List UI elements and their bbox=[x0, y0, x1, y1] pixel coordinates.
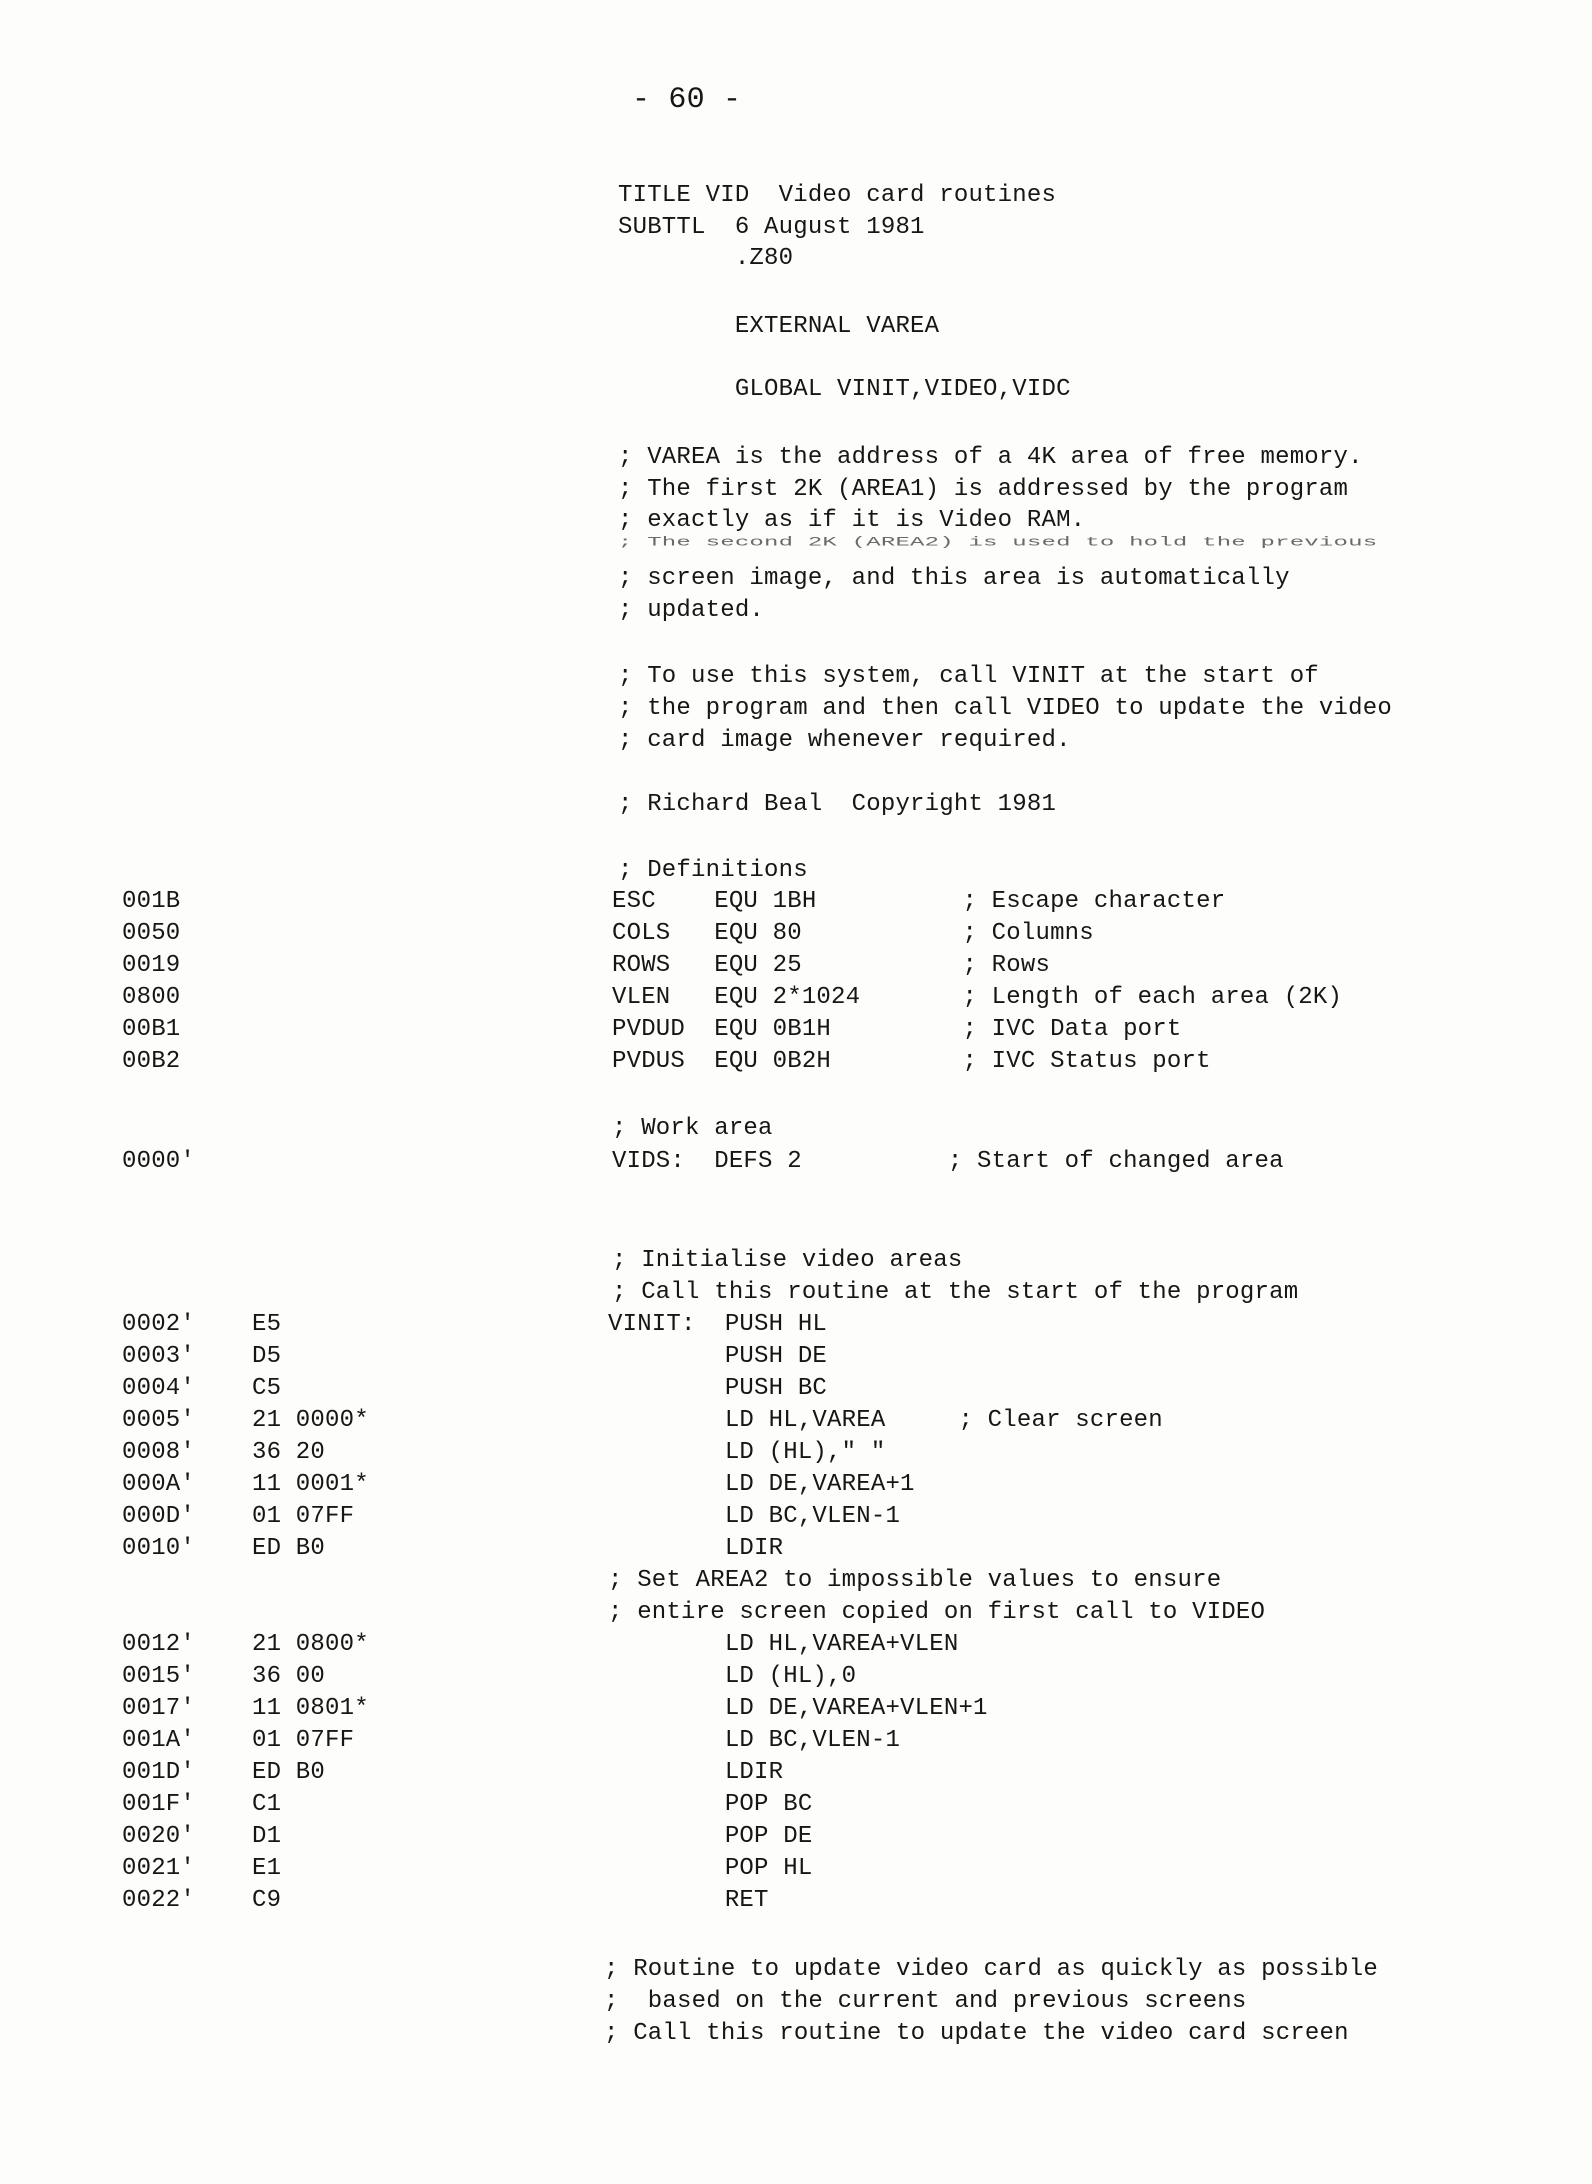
listing-code: VINIT: PUSH HL bbox=[608, 1311, 828, 1338]
listing-code: LDIR bbox=[608, 1535, 784, 1562]
listing-code: LDIR bbox=[608, 1759, 784, 1786]
listing-address: 001B bbox=[122, 888, 181, 915]
listing-hex: D1 bbox=[252, 1823, 282, 1850]
external-directive: EXTERNAL VAREA bbox=[618, 313, 940, 340]
listing-hex: C5 bbox=[252, 1375, 282, 1402]
comment-line: ; The first 2K (AREA1) is addressed by the program bbox=[618, 476, 1349, 503]
listing-code: LD DE,VAREA+VLEN+1 bbox=[608, 1695, 988, 1722]
comment-line: ; the program and then call VIDEO to update the video bbox=[618, 695, 1392, 722]
comment-line: ; Routine to update video card as quickly as possible bbox=[604, 1956, 1378, 1983]
listing-address: 000A' bbox=[122, 1471, 196, 1498]
listing-hex: E5 bbox=[252, 1311, 282, 1338]
listing-hex: ED B0 bbox=[252, 1759, 326, 1786]
listing-address: 0003' bbox=[122, 1343, 196, 1370]
listing-address: 0008' bbox=[122, 1439, 196, 1466]
listing-address: 00B1 bbox=[122, 1016, 181, 1043]
listing-hex: 01 07FF bbox=[252, 1503, 355, 1530]
comment-line: ; screen image, and this area is automatically bbox=[618, 565, 1290, 592]
listing-address: 001D' bbox=[122, 1759, 196, 1786]
listing-address: 0012' bbox=[122, 1631, 196, 1658]
listing-hex: D5 bbox=[252, 1343, 282, 1370]
listing-code: ROWS EQU 25 ; Rows bbox=[612, 952, 1051, 979]
definitions-heading: ; Definitions bbox=[618, 857, 808, 884]
subttl-directive: SUBTTL 6 August 1981 bbox=[618, 214, 925, 241]
listing-address: 0002' bbox=[122, 1311, 196, 1338]
listing-code: LD BC,VLEN-1 bbox=[608, 1503, 901, 1530]
listing-address: 001F' bbox=[122, 1791, 196, 1818]
global-directive: GLOBAL VINIT,VIDEO,VIDC bbox=[618, 376, 1071, 403]
listing-hex: 21 0000* bbox=[252, 1407, 369, 1434]
listing-code: VIDS: DEFS 2 ; Start of changed area bbox=[612, 1148, 1284, 1175]
work-area-heading: ; Work area bbox=[612, 1115, 773, 1142]
comment-line: ; entire screen copied on first call to VIDEO bbox=[608, 1599, 1266, 1626]
listing-address: 0022' bbox=[122, 1887, 196, 1914]
title-directive: TITLE VID Video card routines bbox=[618, 182, 1057, 209]
listing-hex: C1 bbox=[252, 1791, 282, 1818]
listing-code: LD (HL)," " bbox=[608, 1439, 886, 1466]
listing-address: 000D' bbox=[122, 1503, 196, 1530]
copyright-comment: ; Richard Beal Copyright 1981 bbox=[618, 791, 1057, 818]
listing-hex: 11 0001* bbox=[252, 1471, 369, 1498]
comment-line: ; card image whenever required. bbox=[618, 727, 1071, 754]
listing-address: 0000' bbox=[122, 1148, 196, 1175]
listing-code: LD HL,VAREA ; Clear screen bbox=[608, 1407, 1163, 1434]
listing-hex: ED B0 bbox=[252, 1535, 326, 1562]
comment-line: ; Set AREA2 to impossible values to ensure bbox=[608, 1567, 1222, 1594]
listing-address: 001A' bbox=[122, 1727, 196, 1754]
listing-address: 0021' bbox=[122, 1855, 196, 1882]
listing-hex: 11 0801* bbox=[252, 1695, 369, 1722]
listing-code: ESC EQU 1BH ; Escape character bbox=[612, 888, 1226, 915]
comment-line: ; Call this routine at the start of the program bbox=[612, 1279, 1299, 1306]
listing-code: LD HL,VAREA+VLEN bbox=[608, 1631, 959, 1658]
listing-address: 0020' bbox=[122, 1823, 196, 1850]
comment-line: ; VAREA is the address of a 4K area of free memory. bbox=[618, 444, 1363, 471]
listing-address: 00B2 bbox=[122, 1048, 181, 1075]
listing-code: POP HL bbox=[608, 1855, 813, 1882]
listing-hex: 21 0800* bbox=[252, 1631, 369, 1658]
listing-hex: C9 bbox=[252, 1887, 282, 1914]
listing-hex: 36 00 bbox=[252, 1663, 326, 1690]
listing-hex: 36 20 bbox=[252, 1439, 326, 1466]
listing-code: PUSH DE bbox=[608, 1343, 828, 1370]
listing-address: 0005' bbox=[122, 1407, 196, 1434]
page-number: - 60 - bbox=[632, 83, 742, 117]
listing-address: 0015' bbox=[122, 1663, 196, 1690]
listing-code: PVDUS EQU 0B2H ; IVC Status port bbox=[612, 1048, 1211, 1075]
listing-hex: 01 07FF bbox=[252, 1727, 355, 1754]
listing-code: PVDUD EQU 0B1H ; IVC Data port bbox=[612, 1016, 1182, 1043]
listing-code: LD (HL),0 bbox=[608, 1663, 857, 1690]
listing-address: 0019 bbox=[122, 952, 181, 979]
listing-code: LD DE,VAREA+1 bbox=[608, 1471, 915, 1498]
listing-code: RET bbox=[608, 1887, 769, 1914]
listing-address: 0050 bbox=[122, 920, 181, 947]
listing-code: PUSH BC bbox=[608, 1375, 828, 1402]
listing-address: 0004' bbox=[122, 1375, 196, 1402]
comment-line-obscured: ; The second 2K (AREA2) is used to hold the previous bbox=[618, 535, 1378, 550]
comment-line: ; To use this system, call VINIT at the start of bbox=[618, 663, 1319, 690]
listing-address: 0017' bbox=[122, 1695, 196, 1722]
listing-code: POP DE bbox=[608, 1823, 813, 1850]
comment-line: ; Call this routine to update the video card screen bbox=[604, 2020, 1349, 2047]
listing-address: 0010' bbox=[122, 1535, 196, 1562]
z80-directive: .Z80 bbox=[618, 245, 794, 272]
listing-code: LD BC,VLEN-1 bbox=[608, 1727, 901, 1754]
comment-line: ; exactly as if it is Video RAM. bbox=[618, 507, 1086, 534]
listing-address: 0800 bbox=[122, 984, 181, 1011]
listing-code: POP BC bbox=[608, 1791, 813, 1818]
listing-hex: E1 bbox=[252, 1855, 282, 1882]
comment-line: ; updated. bbox=[618, 597, 765, 624]
listing-code: VLEN EQU 2*1024 ; Length of each area (2K) bbox=[612, 984, 1343, 1011]
listing-code: COLS EQU 80 ; Columns bbox=[612, 920, 1094, 947]
comment-line: ; Initialise video areas bbox=[612, 1247, 963, 1274]
comment-line: ; based on the current and previous screens bbox=[604, 1988, 1247, 2015]
